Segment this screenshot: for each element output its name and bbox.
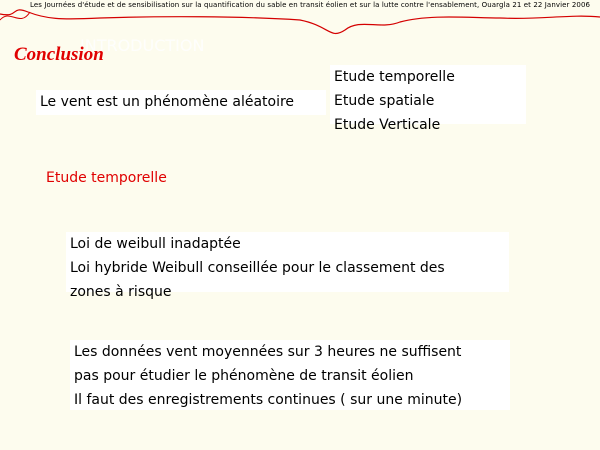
weibull-line-2: Loi hybride Weibull conseillée pour le classement des	[70, 260, 445, 276]
ghost-title: INTRODUCTION	[80, 36, 205, 55]
weibull-line-1: Loi de weibull inadaptée	[70, 236, 241, 252]
data-note-line-2: pas pour étudier le phénomène de transit éolien	[74, 368, 414, 384]
intro-text: Le vent est un phénomène aléatoire	[40, 94, 295, 110]
header-banner: Les Journées d'étude et de sensibilisation sur la quantification du sable en transit éolien et sur la lutte contre l'ensablement, Ouargla 21 et 22 Janvier 2006	[30, 1, 591, 9]
header-red-curve-2	[0, 12, 30, 20]
data-note-line-1: Les données vent moyennées sur 3 heures ne suffisent	[74, 344, 462, 360]
studies-box	[330, 65, 526, 133]
study-item-spatial: Etude spatiale	[334, 93, 435, 109]
data-note-line-3: Il faut des enregistrements continues ( sur une minute)	[74, 392, 463, 408]
weibull-line-3: zones à risque	[70, 284, 172, 300]
intro-box	[36, 90, 326, 115]
slide-title: Conclusion	[14, 44, 104, 65]
section-heading: Etude temporelle	[46, 170, 167, 186]
study-item-vertical: Etude Verticale	[334, 117, 441, 133]
data-notes-box	[70, 340, 510, 410]
header-red-curve	[0, 10, 600, 34]
weibull-box	[66, 232, 509, 300]
study-item-temporal: Etude temporelle	[334, 69, 455, 85]
